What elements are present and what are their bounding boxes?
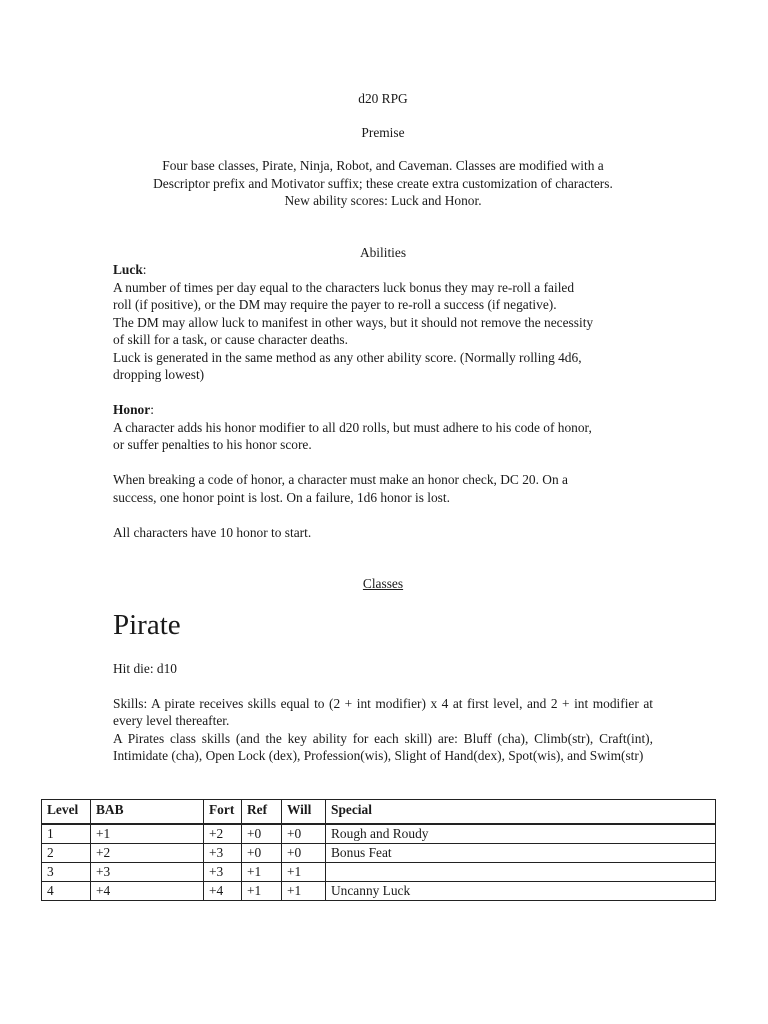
premise-heading: Premise — [361, 124, 405, 140]
class-name-pirate: Pirate — [113, 608, 181, 641]
cell-will: +0 — [282, 824, 326, 844]
luck-line: A number of times per day equal to the characters luck bonus they may re-roll a failed — [113, 279, 575, 295]
premise-line: Descriptor prefix and Motivator suffix; these create extra customization of characters. — [153, 175, 613, 191]
abilities-heading: Abilities — [359, 244, 407, 260]
cell-will: +1 — [282, 882, 326, 901]
header-ref: Ref — [242, 800, 282, 825]
pirate-hit-die: Hit die: d10 — [113, 660, 177, 676]
honor-colon: : — [150, 402, 154, 417]
cell-ref: +1 — [242, 863, 282, 882]
cell-bab: +1 — [91, 824, 204, 844]
cell-bab: +4 — [91, 882, 204, 901]
cell-ref: +0 — [242, 844, 282, 863]
table-row — [42, 882, 716, 901]
luck-section — [113, 261, 653, 384]
honor-start: All characters have 10 honor to start. — [113, 524, 312, 540]
cell-will: +1 — [282, 863, 326, 882]
cell-special: Rough and Roudy — [326, 824, 716, 844]
luck-line: dropping lowest) — [113, 367, 205, 382]
cell-bab: +3 — [91, 863, 204, 882]
honor-breaking-line: When breaking a code of honor, a character must make an honor check, DC 20. On a — [113, 472, 568, 487]
classes-heading: Classes — [362, 576, 404, 591]
luck-colon: : — [142, 262, 147, 277]
header-fort: Fort — [204, 800, 242, 825]
table-header-row — [42, 800, 716, 825]
luck-name: Luck — [113, 262, 143, 277]
document-page — [113, 90, 653, 765]
cell-special — [326, 863, 716, 882]
premise-text — [113, 157, 653, 210]
cell-special: Bonus Feat — [326, 844, 716, 863]
spacer — [113, 454, 653, 472]
table-row — [42, 844, 716, 863]
cell-fort: +2 — [204, 824, 242, 844]
cell-level: 1 — [42, 824, 91, 844]
cell-ref: +0 — [242, 824, 282, 844]
honor-line: A character adds his honor modifier to all d20 rolls, but must adhere to his code of honor, — [113, 419, 592, 435]
cell-will: +0 — [282, 844, 326, 863]
pirate-skills: Skills: A pirate receives skills equal to (2 + int modifier) x 4 at first level, and 2 + int modifier at every level thereafter. — [113, 695, 653, 728]
cell-level: 3 — [42, 863, 91, 882]
cell-fort: +3 — [204, 844, 242, 863]
honor-line: or suffer penalties to his honor score. — [113, 437, 312, 452]
header-will: Will — [282, 800, 326, 825]
header-bab: BAB — [91, 800, 204, 825]
premise-line: New ability scores: Luck and Honor. — [284, 193, 482, 208]
spacer — [113, 506, 653, 524]
cell-level: 4 — [42, 882, 91, 901]
cell-bab: +2 — [91, 844, 204, 863]
pirate-class-skills: A Pirates class skills (and the key ability for each skill) are: Bluff (cha), Climb(str), Craft(int), Intimidate (cha), Open Lock (dex), Profession(wis), Slight of Hand(dex), Spot(wis), and Swim(str) — [113, 730, 653, 763]
pirate-level-table — [41, 799, 716, 901]
luck-line: The DM may allow luck to manifest in other ways, but it should not remove the necessity — [113, 314, 594, 330]
spacer — [113, 384, 653, 402]
cell-ref: +1 — [242, 882, 282, 901]
header-special: Special — [326, 800, 716, 825]
cell-fort: +3 — [204, 863, 242, 882]
honor-breaking-line: success, one honor point is lost. On a failure, 1d6 honor is lost. — [113, 489, 450, 505]
cell-fort: +4 — [204, 882, 242, 901]
luck-line: Luck is generated in the same method as any other ability score. (Normally rolling 4d6, — [113, 349, 582, 365]
table-row — [42, 863, 716, 882]
document-title: d20 RPG — [358, 91, 408, 106]
cell-level: 2 — [42, 844, 91, 863]
header-level: Level — [42, 800, 91, 825]
luck-heading — [113, 261, 653, 279]
luck-line: roll (if positive), or the DM may require the payer to re-roll a success (if negative). — [113, 297, 557, 312]
honor-section — [113, 401, 653, 541]
table-row — [42, 824, 716, 844]
honor-heading — [113, 401, 653, 419]
premise-line: Four base classes, Pirate, Ninja, Robot, and Caveman. Classes are modified with a — [162, 158, 604, 173]
luck-line: of skill for a task, or cause character deaths. — [113, 332, 348, 347]
honor-name: Honor — [113, 402, 151, 417]
cell-special: Uncanny Luck — [326, 882, 716, 901]
